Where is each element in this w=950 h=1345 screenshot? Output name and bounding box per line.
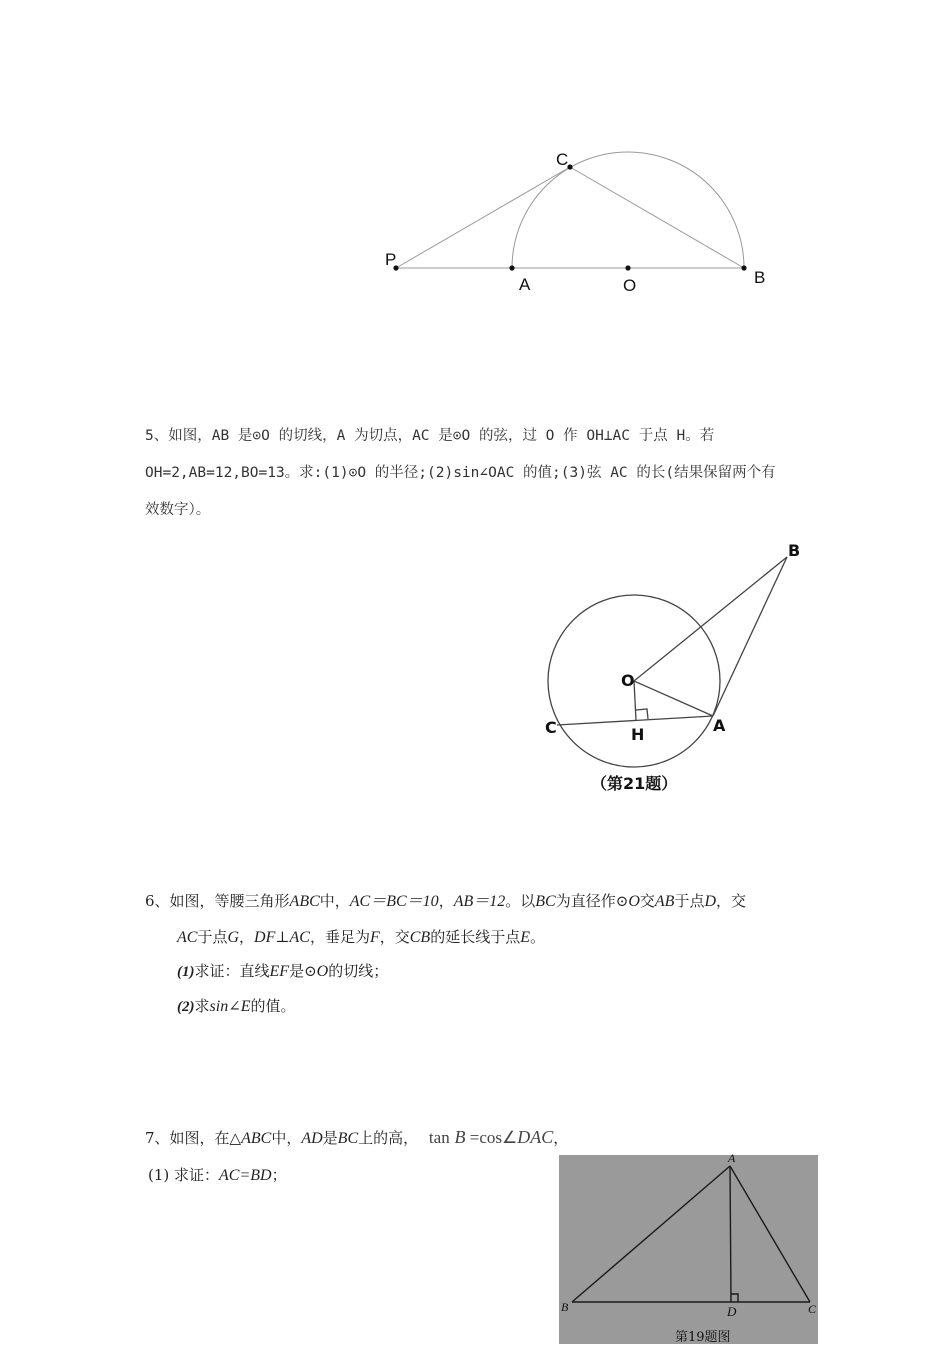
- label-c: C: [545, 718, 557, 737]
- q6-line-2: AC于点G，DF⊥AC，垂足为F，交CB的延长线于点E。: [177, 928, 546, 946]
- label-b: B: [754, 268, 766, 287]
- line-ad: [730, 1166, 731, 1302]
- q6-part-1: (1)求证：直线EF是⊙O的切线；: [177, 962, 389, 980]
- label-c: C: [808, 1302, 817, 1316]
- label-c: C: [556, 150, 569, 169]
- q5-line-1: 5、如图，AB 是⊙O 的切线，A 为切点，AC 是⊙O 的弦，过 O 作 OH⊥AC 于点 H。若: [145, 428, 715, 444]
- label-a: A: [519, 275, 531, 294]
- q6-line-1: 6、如图，等腰三角形ABC中，AC＝BC＝10，AB＝12。以BC为直径作⊙O交AB于点D，交: [145, 892, 747, 910]
- q6-part-2: (2)求sin∠E的值。: [177, 997, 296, 1015]
- label-a: A: [713, 716, 726, 735]
- label-o: O: [623, 276, 637, 295]
- label-a: A: [728, 1151, 736, 1165]
- q5-line-3: 效数字）。: [145, 502, 211, 518]
- label-p: P: [385, 250, 397, 269]
- q5-line-2: OH=2,AB=12,BO=13。求:(1)⊙O 的半径;(2)sin∠OAC 的值;(3)弦 AC 的长(结果保留两个有: [145, 465, 776, 481]
- line-ac: [730, 1166, 810, 1302]
- label-h: H: [631, 725, 645, 744]
- q7-part-1: (1) 求证：AC=BD；: [148, 1166, 287, 1184]
- label-b: B: [788, 541, 801, 560]
- label-o: O: [621, 671, 635, 690]
- right-angle-mark: [731, 1294, 738, 1302]
- figure-caption: （第21题）: [591, 774, 678, 793]
- line-ab: [572, 1166, 730, 1302]
- label-b: B: [561, 1300, 569, 1314]
- q7-line-1: 7、如图，在△ABC中，AD是BC上的高， tan B =cos∠DAC，: [145, 1127, 569, 1147]
- label-d: D: [727, 1304, 737, 1319]
- figure-caption: 第19题图: [675, 1330, 731, 1345]
